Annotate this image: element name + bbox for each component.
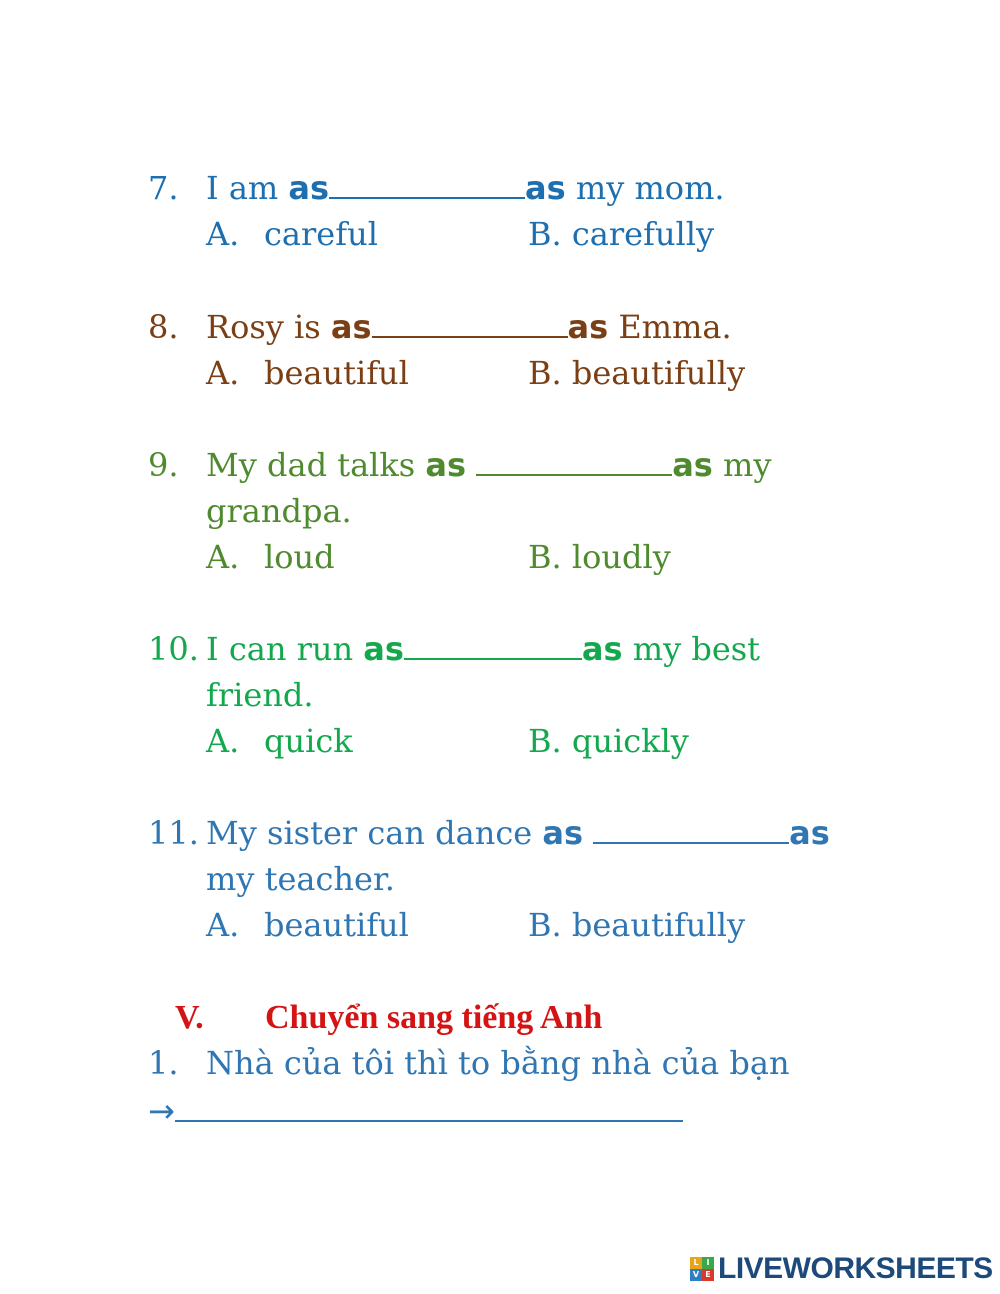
option-a[interactable]: A. loud bbox=[206, 538, 335, 576]
question-text-continued: grandpa. bbox=[206, 492, 352, 530]
question-number: 8. bbox=[148, 308, 179, 346]
question-text: My dad talks as as my bbox=[206, 446, 772, 484]
question-text-continued: friend. bbox=[206, 676, 314, 714]
question-text: I can run as as my best bbox=[206, 630, 761, 668]
keyword: as bbox=[542, 814, 583, 852]
translation-answer-row bbox=[148, 1088, 683, 1134]
vietnamese-sentence: Nhà của tôi thì to bằng nhà của bạn bbox=[206, 1044, 790, 1082]
option-a[interactable]: A. careful bbox=[206, 215, 378, 253]
option-b[interactable]: B. carefully bbox=[528, 215, 715, 253]
option-a[interactable]: A. quick bbox=[206, 722, 353, 760]
question-number: 9. bbox=[148, 446, 179, 484]
keyword: as bbox=[330, 308, 372, 346]
option-b[interactable]: B. beautifully bbox=[528, 354, 746, 392]
option-a[interactable]: A. beautiful bbox=[206, 354, 409, 392]
arrow-right-icon: → bbox=[148, 1092, 175, 1130]
keyword: as bbox=[581, 630, 623, 668]
keyword: as bbox=[288, 169, 330, 207]
keyword: as bbox=[525, 169, 566, 207]
question-text: Rosy is as as Emma. bbox=[206, 308, 732, 346]
answer-blank[interactable] bbox=[404, 628, 582, 660]
question-number: 11. bbox=[148, 814, 199, 852]
question-text: My sister can dance as as bbox=[206, 814, 830, 852]
section-title: Chuyển sang tiếng Anh bbox=[265, 999, 603, 1036]
section-numeral: V. bbox=[175, 999, 204, 1036]
option-b[interactable]: B. beautifully bbox=[528, 906, 746, 944]
keyword: as bbox=[789, 814, 830, 852]
answer-blank[interactable] bbox=[372, 306, 568, 338]
keyword: as bbox=[567, 308, 609, 346]
liveworksheets-logo bbox=[690, 1252, 993, 1286]
question-number: 10. bbox=[148, 630, 199, 668]
question-number: 7. bbox=[148, 169, 179, 207]
keyword: as bbox=[363, 630, 404, 668]
logo-text: LIVEWORKSHEETS bbox=[718, 1252, 993, 1285]
question-text-continued: my teacher. bbox=[206, 860, 395, 898]
option-b[interactable]: B. quickly bbox=[528, 722, 689, 760]
section-heading bbox=[175, 996, 603, 1040]
logo-icon: L I V E bbox=[690, 1257, 714, 1281]
option-b[interactable]: B. loudly bbox=[528, 538, 671, 576]
keyword: as bbox=[672, 446, 713, 484]
answer-blank[interactable] bbox=[593, 812, 789, 844]
answer-blank[interactable] bbox=[476, 444, 672, 476]
keyword: as bbox=[425, 446, 467, 484]
answer-line[interactable] bbox=[175, 1090, 683, 1122]
option-a[interactable]: A. beautiful bbox=[206, 906, 409, 944]
question-text: I am as as my mom. bbox=[206, 169, 725, 207]
item-number: 1. bbox=[148, 1044, 179, 1082]
answer-blank[interactable] bbox=[329, 167, 525, 199]
